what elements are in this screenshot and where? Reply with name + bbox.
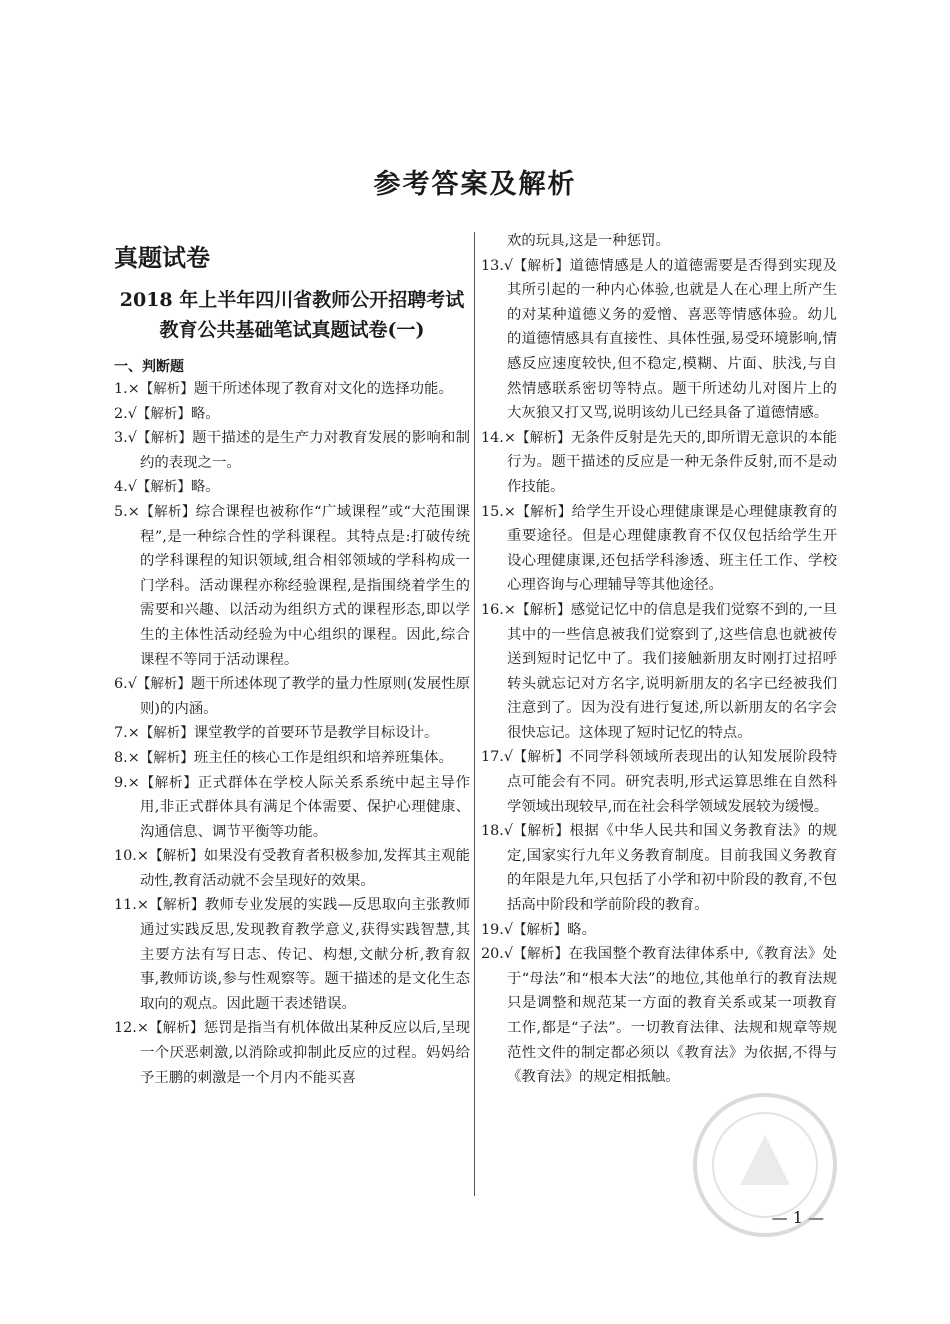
analysis-text: 课堂教学的首要环节是教学目标设计。 xyxy=(193,725,439,742)
answer-item xyxy=(481,426,837,500)
item-number: 13. xyxy=(481,257,504,274)
analysis-tag: 【解析】 xyxy=(513,946,569,963)
answer-mark: √ xyxy=(127,405,137,422)
answer-item xyxy=(114,771,470,845)
answer-mark: √ xyxy=(503,946,514,963)
analysis-text: 题干所述体现了教学的量力性原则(发展性原则)的内涵。 xyxy=(140,676,470,717)
answer-mark: × xyxy=(136,897,149,914)
section-title: 真题试卷 xyxy=(114,244,210,272)
item-number: 17. xyxy=(481,749,504,766)
analysis-tag: 【解析】 xyxy=(513,257,570,274)
analysis-text: 惩罚是指当有机体做出某种反应以后,呈现一个厌恶刺激,以消除或抑制此反应的过程。妈妈给予王鹏的刺激是一个月内不能买喜 xyxy=(140,1020,471,1086)
analysis-text: 正式群体在学校人际关系系统中起主导作用,非正式群体具有满足个体需要、保护心理健康、沟通信息、调节平衡等功能。 xyxy=(140,774,470,840)
analysis-tag: 【解析】 xyxy=(136,479,191,496)
exam-title-line-2: 教育公共基础笔试真题试卷(一) xyxy=(159,319,425,341)
item-number: 8. xyxy=(114,749,128,766)
analysis-tag: 【解析】 xyxy=(136,430,193,447)
analysis-text: 题干描述的是生产力对教育发展的影响和制约的表现之一。 xyxy=(140,430,470,471)
answer-mark: √ xyxy=(503,921,514,938)
answer-item xyxy=(114,721,470,746)
item-number: 11. xyxy=(114,897,137,914)
answer-item xyxy=(481,598,837,746)
analysis-text: 略。 xyxy=(190,479,220,496)
answer-mark: √ xyxy=(127,676,137,693)
analysis-tag: 【解析】 xyxy=(139,381,194,397)
column-divider xyxy=(474,232,475,1196)
page-number: — 1 — xyxy=(771,1208,824,1227)
exam-title-line-1: 2018 年上半年四川省教师公开招聘考试 xyxy=(119,289,465,311)
analysis-text: 略。 xyxy=(190,405,220,422)
analysis-tag: 【解析】 xyxy=(515,503,572,520)
answer-mark: × xyxy=(503,601,516,618)
answer-mark: × xyxy=(127,774,140,791)
answer-item xyxy=(114,500,470,672)
left-column xyxy=(114,377,470,1090)
continued-text: 欢的玩具,这是一种惩罚。 xyxy=(507,233,670,249)
item-number: 15. xyxy=(481,503,504,520)
analysis-tag: 【解析】 xyxy=(513,823,570,840)
answer-item xyxy=(114,893,470,1016)
answer-item xyxy=(481,942,837,1090)
page-title: 参考答案及解析 xyxy=(373,169,577,200)
analysis-text: 略。 xyxy=(567,921,596,938)
answer-item xyxy=(114,402,470,427)
analysis-text: 教师专业发展的实践—反思取向主张教师通过实践反思,发现教育教学意义,获得实践智慧,其主要方法有写日志、传记、构想,文献分析,教育叙事,教师访谈,参与性观察等。题干描述的是文化生态取向的观点。因此题干表述错误。 xyxy=(140,897,470,1012)
analysis-text: 如果没有受教育者积极参加,发挥其主观能动性,教育活动就不会呈现好的效果。 xyxy=(140,848,471,889)
analysis-tag: 【解析】 xyxy=(139,503,196,520)
answer-item xyxy=(114,746,470,771)
answer-mark: × xyxy=(503,503,516,520)
item-number: 10. xyxy=(114,848,137,865)
answer-mark: √ xyxy=(503,749,514,766)
item-number: 18. xyxy=(481,823,504,840)
analysis-tag: 【解析】 xyxy=(139,725,194,742)
analysis-tag: 【解析】 xyxy=(139,774,198,791)
answer-mark: × xyxy=(127,725,140,742)
answer-mark: √ xyxy=(503,257,514,274)
analysis-text: 综合课程也被称作“广域课程”或“大范围课程”,是一种综合性的学科课程。其特点是:打破传统的学科课程的知识领域,组合相邻领域的学科构成一门学科。活动课程亦称经验课程,是指围绕着学生的需要和兴趣、以活动为组织方式的课程形态,即以学生的主体性活动经验为中心组织的课程。因此,综合课程不等同于活动课程。 xyxy=(140,503,471,668)
answer-mark: √ xyxy=(127,430,137,447)
answer-mark: √ xyxy=(127,479,137,496)
answer-item xyxy=(114,475,470,500)
item-number: 9. xyxy=(114,774,128,791)
item-number: 4. xyxy=(114,479,128,496)
answer-mark: × xyxy=(503,429,516,446)
analysis-text: 根据《中华人民共和国义务教育法》的规定,国家实行九年义务教育制度。目前我国义务教育的年限是九年,只包括了小学和初中阶段的教育,不包括高中阶段和学前阶段的教育。 xyxy=(507,823,837,914)
answer-mark: × xyxy=(136,848,149,865)
analysis-tag: 【解析】 xyxy=(136,405,191,422)
analysis-tag: 【解析】 xyxy=(139,749,194,766)
answer-item xyxy=(114,377,470,402)
analysis-text: 在我国整个教育法律体系中,《教育法》处于“母法”和“根本大法”的地位,其他单行的教育法规只是调整和规范某一方面的教育关系或某一项教育工作,都是“子法”。一切教育法律、法规和规章等规范性文件的制定都必须以《教育法》为依据,不得与《教育法》的规定相抵触。 xyxy=(507,946,838,1086)
item-number: 2. xyxy=(114,405,128,422)
answer-mark: × xyxy=(127,749,140,766)
question-type-heading: 一、判断题 xyxy=(114,359,184,375)
answer-item xyxy=(481,918,837,943)
answer-mark: × xyxy=(127,381,140,397)
answer-item xyxy=(114,672,470,721)
item-number: 5. xyxy=(114,503,128,520)
item-number: 20. xyxy=(481,946,504,963)
analysis-text: 道德情感是人的道德需要是否得到实现及其所引起的一种内心体验,也就是人在心理上所产生的对某种道德义务的爱憎、喜恶等情感体验。幼儿的道德情感具有直接性、具体性强,易受环境影响,情感反应速度较快,但不稳定,模糊、片面、肤浅,与自然情感联系密切等特点。题干所述幼儿对图片上的大灰狼又打又骂,说明该幼儿已经具备了道德情感。 xyxy=(507,257,837,422)
analysis-text: 题干所述体现了教育对文化的选择功能。 xyxy=(193,381,453,397)
right-column xyxy=(481,229,837,1090)
analysis-tag: 【解析】 xyxy=(148,1020,204,1037)
publisher-watermark-stamp xyxy=(690,1090,840,1240)
answer-item xyxy=(481,500,837,598)
item-number: 7. xyxy=(114,725,128,742)
item-number: 19. xyxy=(481,921,504,938)
item-number: 14. xyxy=(481,429,504,446)
analysis-tag: 【解析】 xyxy=(148,848,204,865)
answer-item xyxy=(481,254,837,426)
item-number: 3. xyxy=(114,430,128,447)
analysis-text: 无条件反射是先天的,即所谓无意识的本能行为。题干描述的反应是一种无条件反射,而不是动作技能。 xyxy=(507,429,838,495)
analysis-tag: 【解析】 xyxy=(515,601,571,618)
answer-item xyxy=(114,426,470,475)
item-number: 16. xyxy=(481,601,504,618)
answer-item xyxy=(114,1016,470,1090)
analysis-tag: 【解析】 xyxy=(513,749,570,766)
analysis-text: 感觉记忆中的信息是我们觉察不到的,一旦其中的一些信息被我们觉察到了,这些信息也就被传送到短时记忆中了。我们接触新朋友时刚打过招呼转头就忘记对方名字,说明新朋友的名字已经被我们注意到了。因为没有进行复述,所以新朋友的名字会很快忘记。这体现了短时记忆的特点。 xyxy=(507,601,838,741)
answer-item xyxy=(481,745,837,819)
item-number: 1. xyxy=(114,381,128,397)
answer-mark: × xyxy=(127,503,140,520)
answer-mark: × xyxy=(136,1020,149,1037)
analysis-tag: 【解析】 xyxy=(515,429,571,446)
analysis-tag: 【解析】 xyxy=(513,921,568,938)
answer-item xyxy=(114,844,470,893)
analysis-text: 班主任的核心工作是组织和培养班集体。 xyxy=(193,749,453,766)
analysis-text: 给学生开设心理健康课是心理健康教育的重要途径。但是心理健康教育不仅仅包括给学生开设心理健康课,还包括学科渗透、班主任工作、学校心理咨询与心理辅导等其他途径。 xyxy=(507,503,837,594)
analysis-text: 不同学科领域所表现出的认知发展阶段特点可能会有不同。研究表明,形式运算思维在自然科学领域出现较早,而在社会科学领域发展较为缓慢。 xyxy=(507,749,837,815)
analysis-tag: 【解析】 xyxy=(148,897,205,914)
answer-item xyxy=(481,819,837,917)
analysis-tag: 【解析】 xyxy=(136,676,191,693)
item-number: 6. xyxy=(114,676,128,693)
item-number: 12. xyxy=(114,1020,137,1037)
answer-mark: √ xyxy=(503,823,514,840)
